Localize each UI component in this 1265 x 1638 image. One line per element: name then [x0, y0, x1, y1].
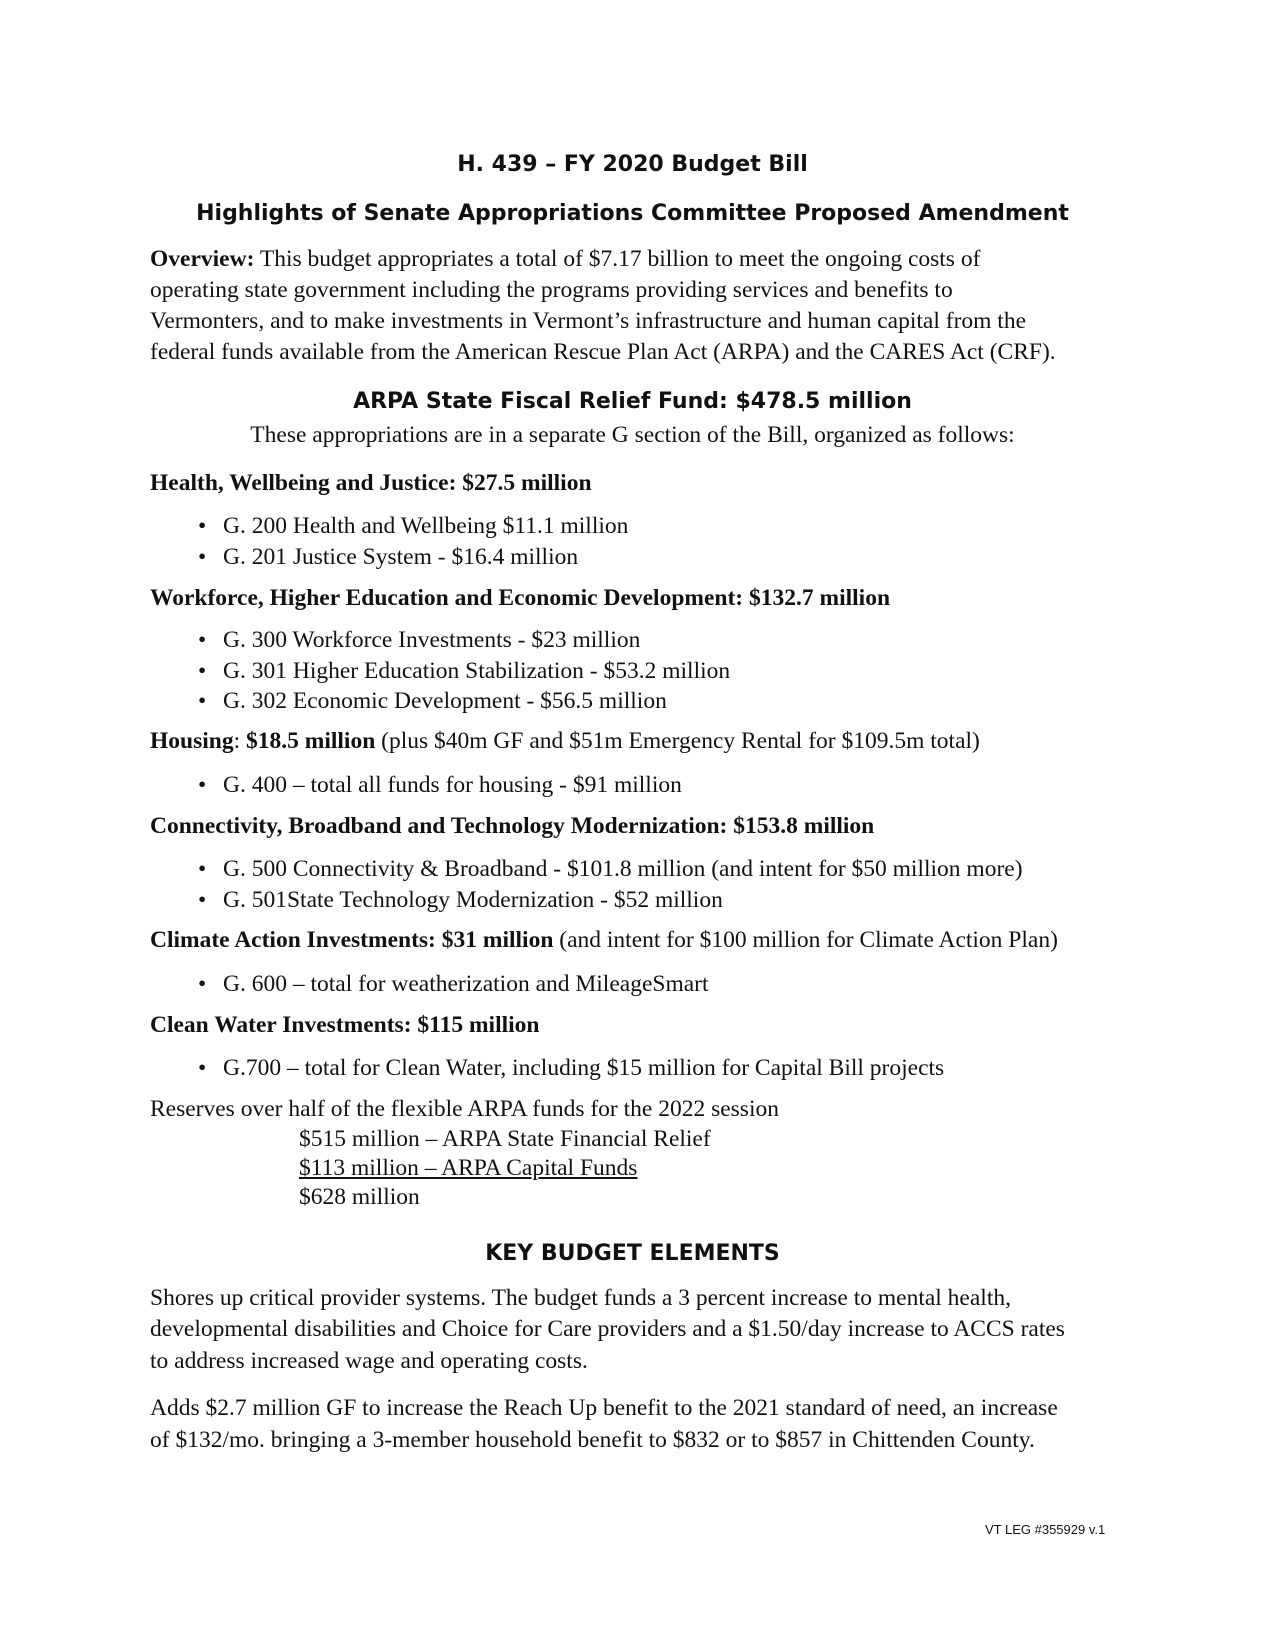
list-item: • G. 500 Connectivity & Broadband - $101.8 million (and intent for $50 million more)	[223, 854, 1023, 885]
housing-heading	[150, 726, 980, 757]
document-subtitle: Highlights of Senate Appropriations Committee Proposed Amendment	[196, 201, 1069, 226]
list-item: • G. 600 – total for weatherization and MileageSmart	[223, 969, 709, 1000]
overview-line-2: operating state government including the programs providing services and benefits to	[150, 277, 953, 303]
list-item: • G. 400 – total all funds for housing - $91 million	[223, 770, 682, 801]
key-para1-line: to address increased wage and operating costs.	[150, 1348, 588, 1374]
reserves-item: $113 million – ARPA Capital Funds	[299, 1155, 638, 1181]
reserves-line: Reserves over half of the flexible ARPA funds for the 2022 session	[150, 1096, 779, 1122]
list-item: • G. 501State Technology Modernization - $52 million	[223, 885, 723, 916]
reserves-total: $628 million	[299, 1184, 420, 1210]
housing-colon: :	[233, 728, 246, 754]
list-item: • G. 301 Higher Education Stabilization - $53.2 million	[223, 656, 730, 687]
climate-heading	[150, 925, 1058, 956]
water-heading: Clean Water Investments: $115 million	[150, 1012, 540, 1038]
list-item: • G. 201 Justice System - $16.4 million	[223, 542, 578, 573]
key-para2-line: of $132/mo. bringing a 3-member household benefit to $832 or to $857 in Chittenden County.	[150, 1427, 1035, 1453]
key-para1-line: developmental disabilities and Choice for Care providers and a $1.50/day increase to ACCS rates	[150, 1316, 1065, 1342]
workforce-heading: Workforce, Higher Education and Economic Development: $132.7 million	[150, 585, 891, 611]
document-title: H. 439 – FY 2020 Budget Bill	[457, 152, 808, 177]
arpa-intro: These appropriations are in a separate G section of the Bill, organized as follows:	[250, 422, 1015, 448]
key-para1-line: Shores up critical provider systems. The budget funds a 3 percent increase to mental health,	[150, 1285, 1011, 1311]
key-heading: KEY BUDGET ELEMENTS	[485, 1241, 780, 1266]
reserves-item: $515 million – ARPA State Financial Relief	[299, 1126, 711, 1152]
overview-line-4: federal funds available from the American Rescue Plan Act (ARPA) and the CARES Act (CRF).	[150, 339, 1056, 365]
housing-note: (plus $40m GF and $51m Emergency Rental for $109.5m total)	[375, 728, 980, 754]
key-para2-line: Adds $2.7 million GF to increase the Reach Up benefit to the 2021 standard of need, an increase	[150, 1395, 1058, 1421]
list-item: • G. 300 Workforce Investments - $23 million	[223, 625, 640, 656]
arpa-heading: ARPA State Fiscal Relief Fund: $478.5 million	[353, 389, 912, 414]
connectivity-heading: Connectivity, Broadband and Technology Modernization: $153.8 million	[150, 813, 875, 839]
health-heading: Health, Wellbeing and Justice: $27.5 million	[150, 470, 592, 496]
climate-note: (and intent for $100 million for Climate Action Plan)	[553, 927, 1058, 953]
overview-line-1	[150, 244, 980, 275]
climate-label: Climate Action Investments: $31 million	[150, 927, 554, 953]
list-item: • G. 200 Health and Wellbeing $11.1 million	[223, 511, 628, 542]
housing-amount: $18.5 million	[246, 728, 376, 754]
list-item: • G.700 – total for Clean Water, including $15 million for Capital Bill projects	[223, 1053, 944, 1084]
list-item: • G. 302 Economic Development - $56.5 million	[223, 686, 667, 717]
housing-label: Housing	[150, 728, 234, 754]
overview-line-3: Vermonters, and to make investments in Vermont’s infrastructure and human capital from the	[150, 308, 1027, 334]
overview-text: This budget appropriates a total of $7.17 billion to meet the ongoing costs of	[254, 246, 981, 272]
overview-label: Overview:	[150, 246, 255, 272]
document-footer-id: VT LEG #355929 v.1	[985, 1522, 1106, 1537]
